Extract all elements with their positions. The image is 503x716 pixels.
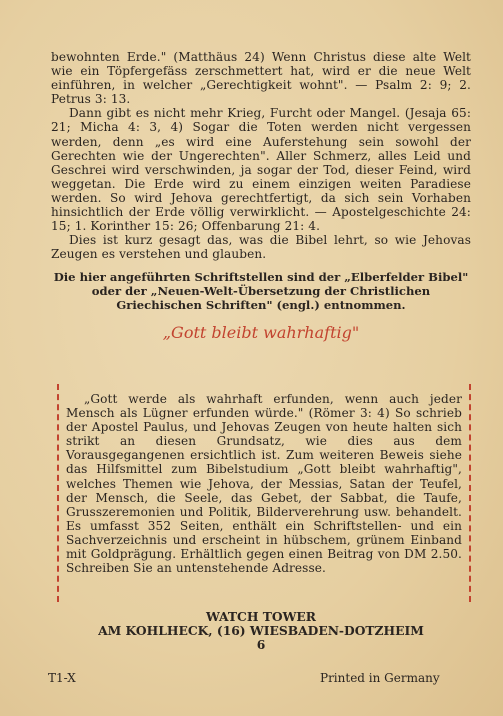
printed-in-label: Printed in Germany [320, 671, 440, 685]
book-box [66, 392, 462, 575]
paragraph-3: Dies ist kurz gesagt das, was die Bibel lehrt, so wie Jehovas Zeugen es verstehen und glauben. [51, 233, 471, 262]
book-heading: „Gott bleibt wahrhaftig" [162, 323, 360, 343]
publisher-name: WATCH TOWER [206, 609, 316, 624]
book-description: „Gott werde als wahrhaft erfunden, wenn auch jeder Mensch als Lügner erfunden würde." (Römer 3: 4) So schrieb der Apostel Paulus, und Jehovas Zeugen von heute halten sich strikt an diesen Grundsatz, wie dies aus dem Vorausgegangenen ersichtlich ist. Zum weiteren Beweis siehe das Hilfsmittel zum Bibelstudium „Gott bleibt wahrhaftig", welches Themen wie Jehova, der Messias, Satan der Teufel, der Mensch, die Seele, das Gebet, der Sabbat, die Taufe, Grusszeremonien und Politik, Bilderverehrung usw. behandelt. Es umfasst 352 Seiten, enthält ein Schriftstellen- und ein Sachverzeichnis und erscheint in hübschem, grünem Einband mit Goldprägung. Erhältlich gegen einen Beitrag von DM 2.50. Schreiben Sie an untenstehende Adresse. [66, 392, 462, 576]
footer [51, 610, 471, 652]
paragraph-2: Dann gibt es nicht mehr Krieg, Furcht oder Mangel. (Jesaja 65: 21; Micha 4: 3, 4) Sogar die Toten werden nicht vergessen werden, denn „es wird eine Auferstehung sein sowohl der Gerechten wie der Ungerechten". Aller Schmerz, alles Leid und Geschrei wird verschwinden, ja sogar der Tod, dieser Feind, wird weggetan. Die Erde wird zu einem einzigen weiten Paradiese werden. So wird Jehova gerechtfertigt, da sich sein Vorhaben hinsichtlich der Erde völlig verwirklicht. — Apostelgeschichte 24: 15; 1. Korinther 15: 26; Offenbarung 21: 4. [51, 106, 471, 234]
paragraph-1: bewohnten Erde." (Matthäus 24) Wenn Christus diese alte Welt wie ein Töpfergefäss zerschmettert hat, wird er die neue Welt einführen, in welcher „Gerechtigkeit wohnt". — Psalm 2: 9; 2. Petrus 3: 13. [51, 50, 471, 107]
publisher-address: AM KOHLHECK, (16) WIESBADEN-DOTZHEIM [98, 623, 424, 638]
tract-code: T1-X [48, 671, 76, 685]
page-number: 6 [256, 637, 266, 652]
translation-note: Die hier angeführten Schriftstellen sind der „Elberfelder Bibel" oder der „Neuen-Welt-Übersetzung der Christlichen Griechischen Schriften" (engl.) entnommen. [53, 270, 469, 313]
main-text-column [51, 50, 471, 342]
